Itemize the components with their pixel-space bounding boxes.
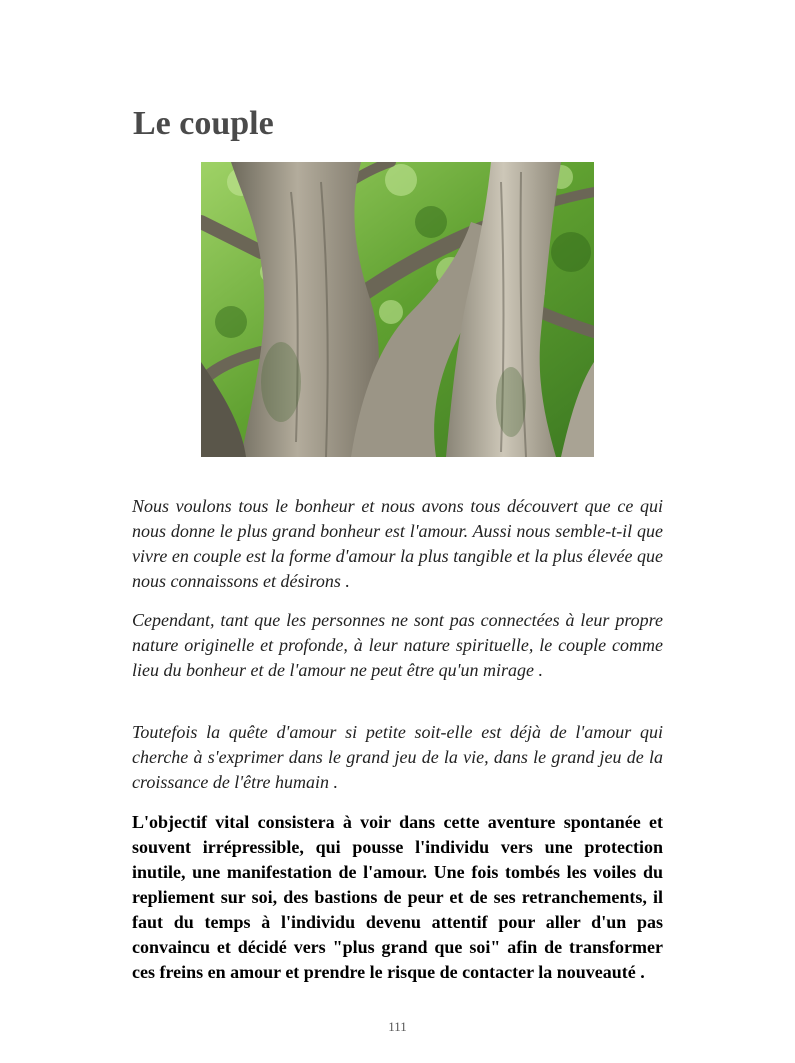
tree-photo <box>201 162 594 457</box>
second-paragraph: Cependant, tant que les personnes ne sont pas connectées à leur propre nature originelle et profonde, à leur nature spirituelle, le couple comme lieu du bonheur et de l'amour ne peut être qu'un mirage . <box>132 610 663 680</box>
page-title: Le couple <box>133 105 274 142</box>
conclusion-paragraph: L'objectif vital consistera à voir dans cette aventure spontanée et souvent irrépressible, qui pousse l'individu vers une protection inutile, une manifestation de l'amour. Une fois tombés les voiles du repliement sur soi, des bastions de peur et de ses retranchements, il faut du temps à l'individu devenu attentif pour aller d'un pas convaincu et décidé vers "plus grand que soi" afin de transformer ces freins en amour et prendre le risque de contacter la nouveauté . <box>132 812 663 982</box>
page-number: 111 <box>388 1019 407 1034</box>
intro-paragraph: Nous voulons tous le bonheur et nous avons tous découvert que ce qui nous donne le plus grand bonheur est l'amour. Aussi nous semble-t-il que vivre en couple est la forme d'amour la plus tangible et la plus élevée que nous connaissons et désirons . <box>132 496 663 591</box>
third-paragraph: Toutefois la quête d'amour si petite soit-elle est déjà de l'amour qui cherche à s'exprimer dans le grand jeu de la vie, dans le grand jeu de la croissance de l'être humain . <box>132 722 663 792</box>
